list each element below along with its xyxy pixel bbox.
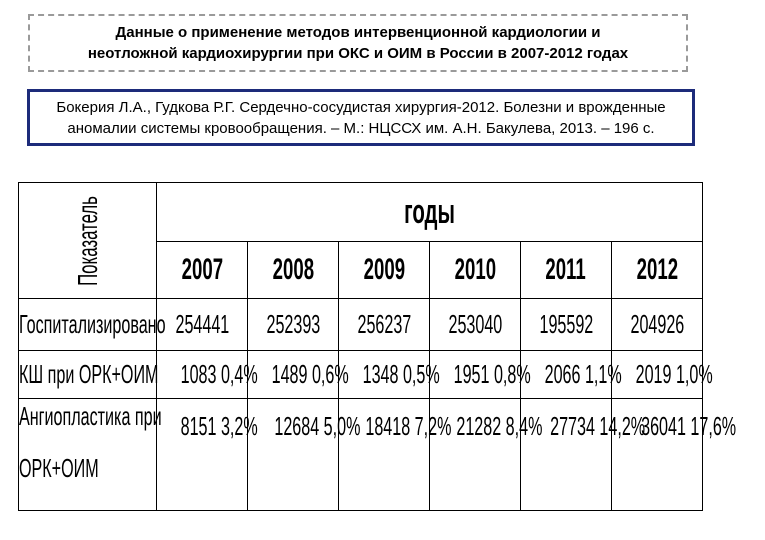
- row-label: Госпитализировано: [19, 299, 157, 351]
- table-cell: 195592: [521, 299, 612, 351]
- table-cell: 1348 0,5%: [339, 351, 430, 399]
- table-cell: 2019 1,0%: [612, 351, 703, 399]
- table-cell: 253040: [430, 299, 521, 351]
- table-cell: 12684 5,0%: [248, 399, 339, 511]
- indicator-header-cell: [19, 183, 157, 299]
- row-label: Ангиопластика при ОРК+ОИМ: [19, 399, 157, 511]
- years-header-cell: [157, 183, 703, 242]
- table-cell: 254441: [157, 299, 248, 351]
- table-cell: 204926: [612, 299, 703, 351]
- table-cell: 21282 8,4%: [430, 399, 521, 511]
- year-header-2009: 2009: [339, 242, 430, 299]
- year-header-2012: 2012: [612, 242, 703, 299]
- table-cell: 1951 0,8%: [430, 351, 521, 399]
- year-header-2011: 2011: [521, 242, 612, 299]
- title-box: [28, 14, 688, 72]
- year-header-2007: 2007: [157, 242, 248, 299]
- years-header: годы: [404, 193, 455, 231]
- table-row-hospitalized: [19, 299, 703, 351]
- reference-line-2: аномалии системы кровообращения. – М.: НЦССХ им. А.Н. Бакулева, 2013. – 196 с.: [67, 119, 655, 137]
- table-cell: 8151 3,2%: [157, 399, 248, 511]
- data-table: [18, 182, 737, 511]
- indicator-header: Показатель: [71, 195, 103, 286]
- year-header-2010: 2010: [430, 242, 521, 299]
- table-cell: 1083 0,4%: [157, 351, 248, 399]
- table-cell: 27734 14,2%: [521, 399, 612, 511]
- table-row-angioplasty: [19, 399, 703, 511]
- table-row-cabg: [19, 351, 703, 399]
- reference-box: [27, 89, 695, 146]
- reference-line-1: Бокерия Л.А., Гудкова Р.Г. Сердечно-сосудистая хирургия-2012. Болезни и врожденные: [56, 98, 666, 116]
- table-cell: 252393: [248, 299, 339, 351]
- title-line-2: неотложной кардиохирургии при ОКС и ОИМ в России в 2007-2012 годах: [87, 45, 629, 62]
- table-cell: 18418 7,2%: [339, 399, 430, 511]
- row-label: КШ при ОРК+ОИМ: [19, 351, 157, 399]
- title-line-1: Данные о применение методов интервенционной кардиологии и: [115, 24, 601, 41]
- year-header-2008: 2008: [248, 242, 339, 299]
- table-cell: 2066 1,1%: [521, 351, 612, 399]
- table-cell: 36041 17,6%: [612, 399, 703, 511]
- table-cell: 1489 0,6%: [248, 351, 339, 399]
- table-cell: 256237: [339, 299, 430, 351]
